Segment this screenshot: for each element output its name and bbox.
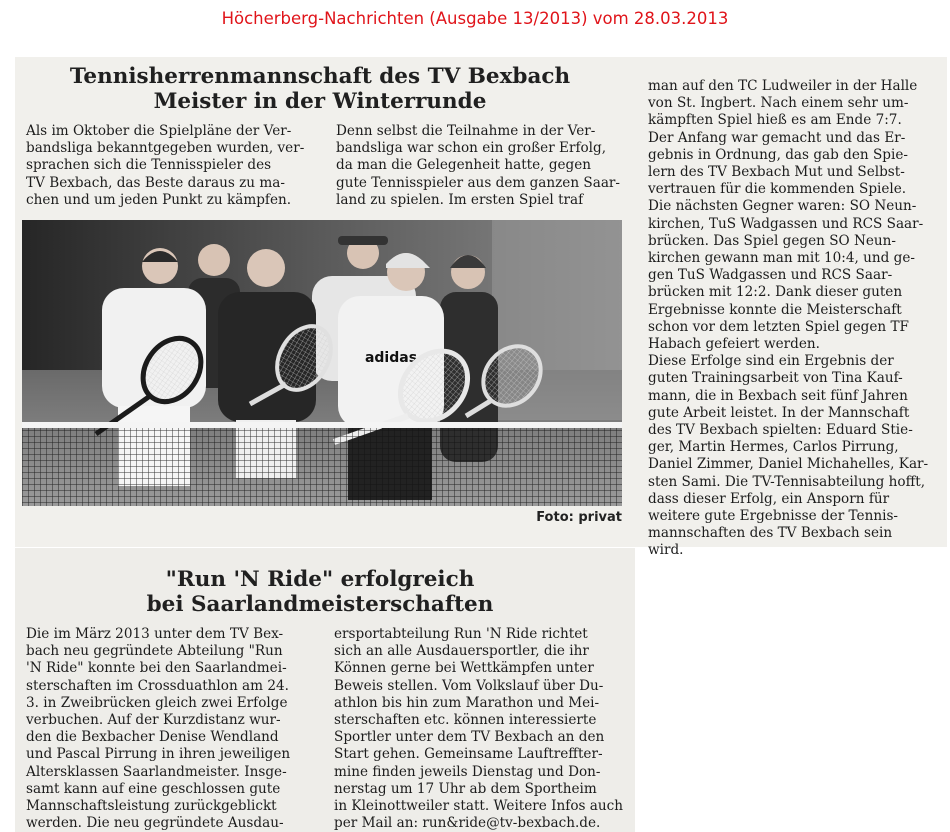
text-line: samt kann auf eine geschlossen gute: [26, 780, 281, 797]
text-line: sprachen sich die Tennisspieler des: [26, 157, 272, 174]
text-line: Die nächsten Gegner waren: SO Neun-: [648, 198, 917, 215]
text-line: 'N Ride" konnte bei den Saarlandmei-: [26, 660, 287, 677]
text-line: und Pascal Pirrung in ihren jeweiligen: [26, 746, 291, 763]
text-line: mannschaften des TV Bexbach sein: [648, 525, 893, 542]
text-line: bandsliga war schon ein großer Erfolg,: [336, 140, 607, 157]
tennis-column-2: [336, 123, 626, 209]
text-line: Beweis stellen. Vom Volkslauf über Du-: [334, 677, 604, 694]
article-title-run-n-ride: [20, 567, 620, 617]
tennis-net: [22, 422, 622, 506]
text-line: lern des TV Bexbach Mut und Selbst-: [648, 164, 905, 181]
text-line: brücken. Das Spiel gegen SO Neun-: [648, 232, 897, 249]
photo-caption: Foto: privat: [536, 510, 622, 525]
title-line-2: bei Saarlandmeisterschaften: [146, 592, 494, 617]
text-line: wird.: [648, 542, 684, 559]
text-line: man auf den TC Ludweiler in der Halle: [648, 78, 918, 94]
text-line: guten Trainingsarbeit von Tina Kauf-: [648, 370, 903, 387]
text-line: dass dieser Erfolg, ein Ansporn für: [648, 490, 890, 507]
text-line: Denn selbst die Teilnahme in der Ver-: [336, 123, 596, 139]
text-line: gute Tennisspieler aus dem ganzen Saar-: [336, 174, 621, 191]
text-line: da man die Gelegenheit hatte, gegen: [336, 157, 592, 174]
title-line-1: "Run 'N Ride" erfolgreich: [165, 567, 475, 592]
text-line: Können gerne bei Wettkämpfen unter: [334, 660, 594, 677]
text-line: brücken mit 12:2. Dank dieser guten: [648, 284, 903, 301]
title-line-2: Meister in der Winterrunde: [153, 89, 487, 114]
text-line: Sportler unter dem TV Bexbach an den: [334, 729, 605, 746]
text-line: Die im März 2013 unter dem TV Bex-: [26, 626, 284, 642]
text-line: athlon bis hin zum Marathon und Mei-: [334, 694, 600, 711]
text-line: ersportabteilung Run 'N Ride richtet: [334, 626, 588, 642]
shirt-logo-text: adidas: [364, 350, 418, 366]
text-line: den die Bexbacher Denise Wendland: [26, 729, 279, 746]
text-line: Ergebnisse konnte die Meisterschaft: [648, 301, 902, 318]
run-n-ride-column-1: [26, 626, 316, 832]
text-line: schon vor dem letzten Spiel gegen TF: [648, 318, 909, 335]
text-line: bach neu gegründete Abteilung "Run: [26, 643, 283, 660]
text-line: kirchen gewann man mit 10:4, und ge-: [648, 250, 916, 267]
text-line: sten Sami. Die TV-Tennisabteilung hofft,: [648, 473, 926, 490]
article-title-tennis: [20, 64, 620, 114]
text-line: sterschaften im Crossduathlon am 24.: [26, 677, 289, 694]
text-line: vertrauen für die kommenden Spiele.: [648, 181, 907, 198]
text-line: Habach gefeiert werden.: [648, 336, 820, 353]
tennis-column-3: [648, 78, 940, 560]
text-line: Altersklassen Saarlandmeister. Insge-: [26, 763, 287, 780]
text-line: per Mail an: run&ride@tv-bexbach.de.: [334, 815, 601, 832]
text-line: Der Anfang war gemacht und das Er-: [648, 129, 906, 146]
text-line: Diese Erfolge sind ein Ergebnis der: [648, 353, 894, 370]
text-line: sterschaften etc. können interessierte: [334, 712, 597, 729]
text-line: gen TuS Wadgassen und RCS Saar-: [648, 267, 893, 284]
text-line: chen und um jeden Punkt zu kämpfen.: [26, 191, 292, 208]
newspaper-header: Höcherberg-Nachrichten (Ausgabe 13/2013) vom 28.03.2013: [221, 9, 729, 28]
text-line: mine finden jeweils Dienstag und Don-: [334, 763, 601, 780]
text-line: kämpften Spiel hieß es am Ende 7:7.: [648, 112, 902, 129]
team-photo: [22, 220, 622, 506]
text-line: weitere gute Ergebnisse der Tennis-: [648, 508, 899, 525]
text-line: Start gehen. Gemeinsame Lauftreffter-: [334, 746, 603, 763]
text-line: gebnis in Ordnung, das gab den Spie-: [648, 146, 908, 163]
text-line: kirchen, TuS Wadgassen und RCS Saar-: [648, 215, 924, 232]
text-line: Als im Oktober die Spielpläne der Ver-: [26, 123, 292, 139]
text-line: sich an alle Ausdauersportler, die ihr: [334, 643, 589, 660]
text-line: verbuchen. Auf der Kurzdistanz wur-: [26, 712, 281, 729]
text-line: von St. Ingbert. Nach einem sehr um-: [648, 95, 909, 112]
text-line: in Kleinottweiler statt. Weitere Infos auch: [334, 798, 624, 815]
text-line: gute Arbeit leistet. In der Mannschaft: [648, 404, 910, 421]
text-line: ger, Martin Hermes, Carlos Pirrung,: [648, 439, 899, 456]
text-line: des TV Bexbach spielten: Eduard Stie-: [648, 422, 913, 439]
text-line: land zu spielen. Im ersten Spiel traf: [336, 191, 584, 208]
tennis-column-1: [26, 123, 316, 209]
title-line-1: Tennisherrenmannschaft des TV Bexbach: [69, 64, 571, 89]
text-line: 3. in Zweibrücken gleich zwei Erfolge: [26, 694, 288, 711]
text-line: TV Bexbach, das Beste daraus zu ma-: [26, 174, 285, 191]
text-line: mann, die in Bexbach seit fünf Jahren: [648, 387, 908, 404]
text-line: werden. Die neu gegründete Ausdau-: [26, 815, 284, 832]
text-line: Daniel Zimmer, Daniel Michahelles, Kar-: [648, 456, 929, 473]
text-line: nerstag um 17 Uhr ab dem Sportheim: [334, 780, 597, 797]
text-line: bandsliga bekanntgegeben wurden, ver-: [26, 140, 305, 157]
run-n-ride-column-2: [334, 626, 624, 832]
text-line: Mannschaftsleistung zurückgeblickt: [26, 798, 277, 815]
